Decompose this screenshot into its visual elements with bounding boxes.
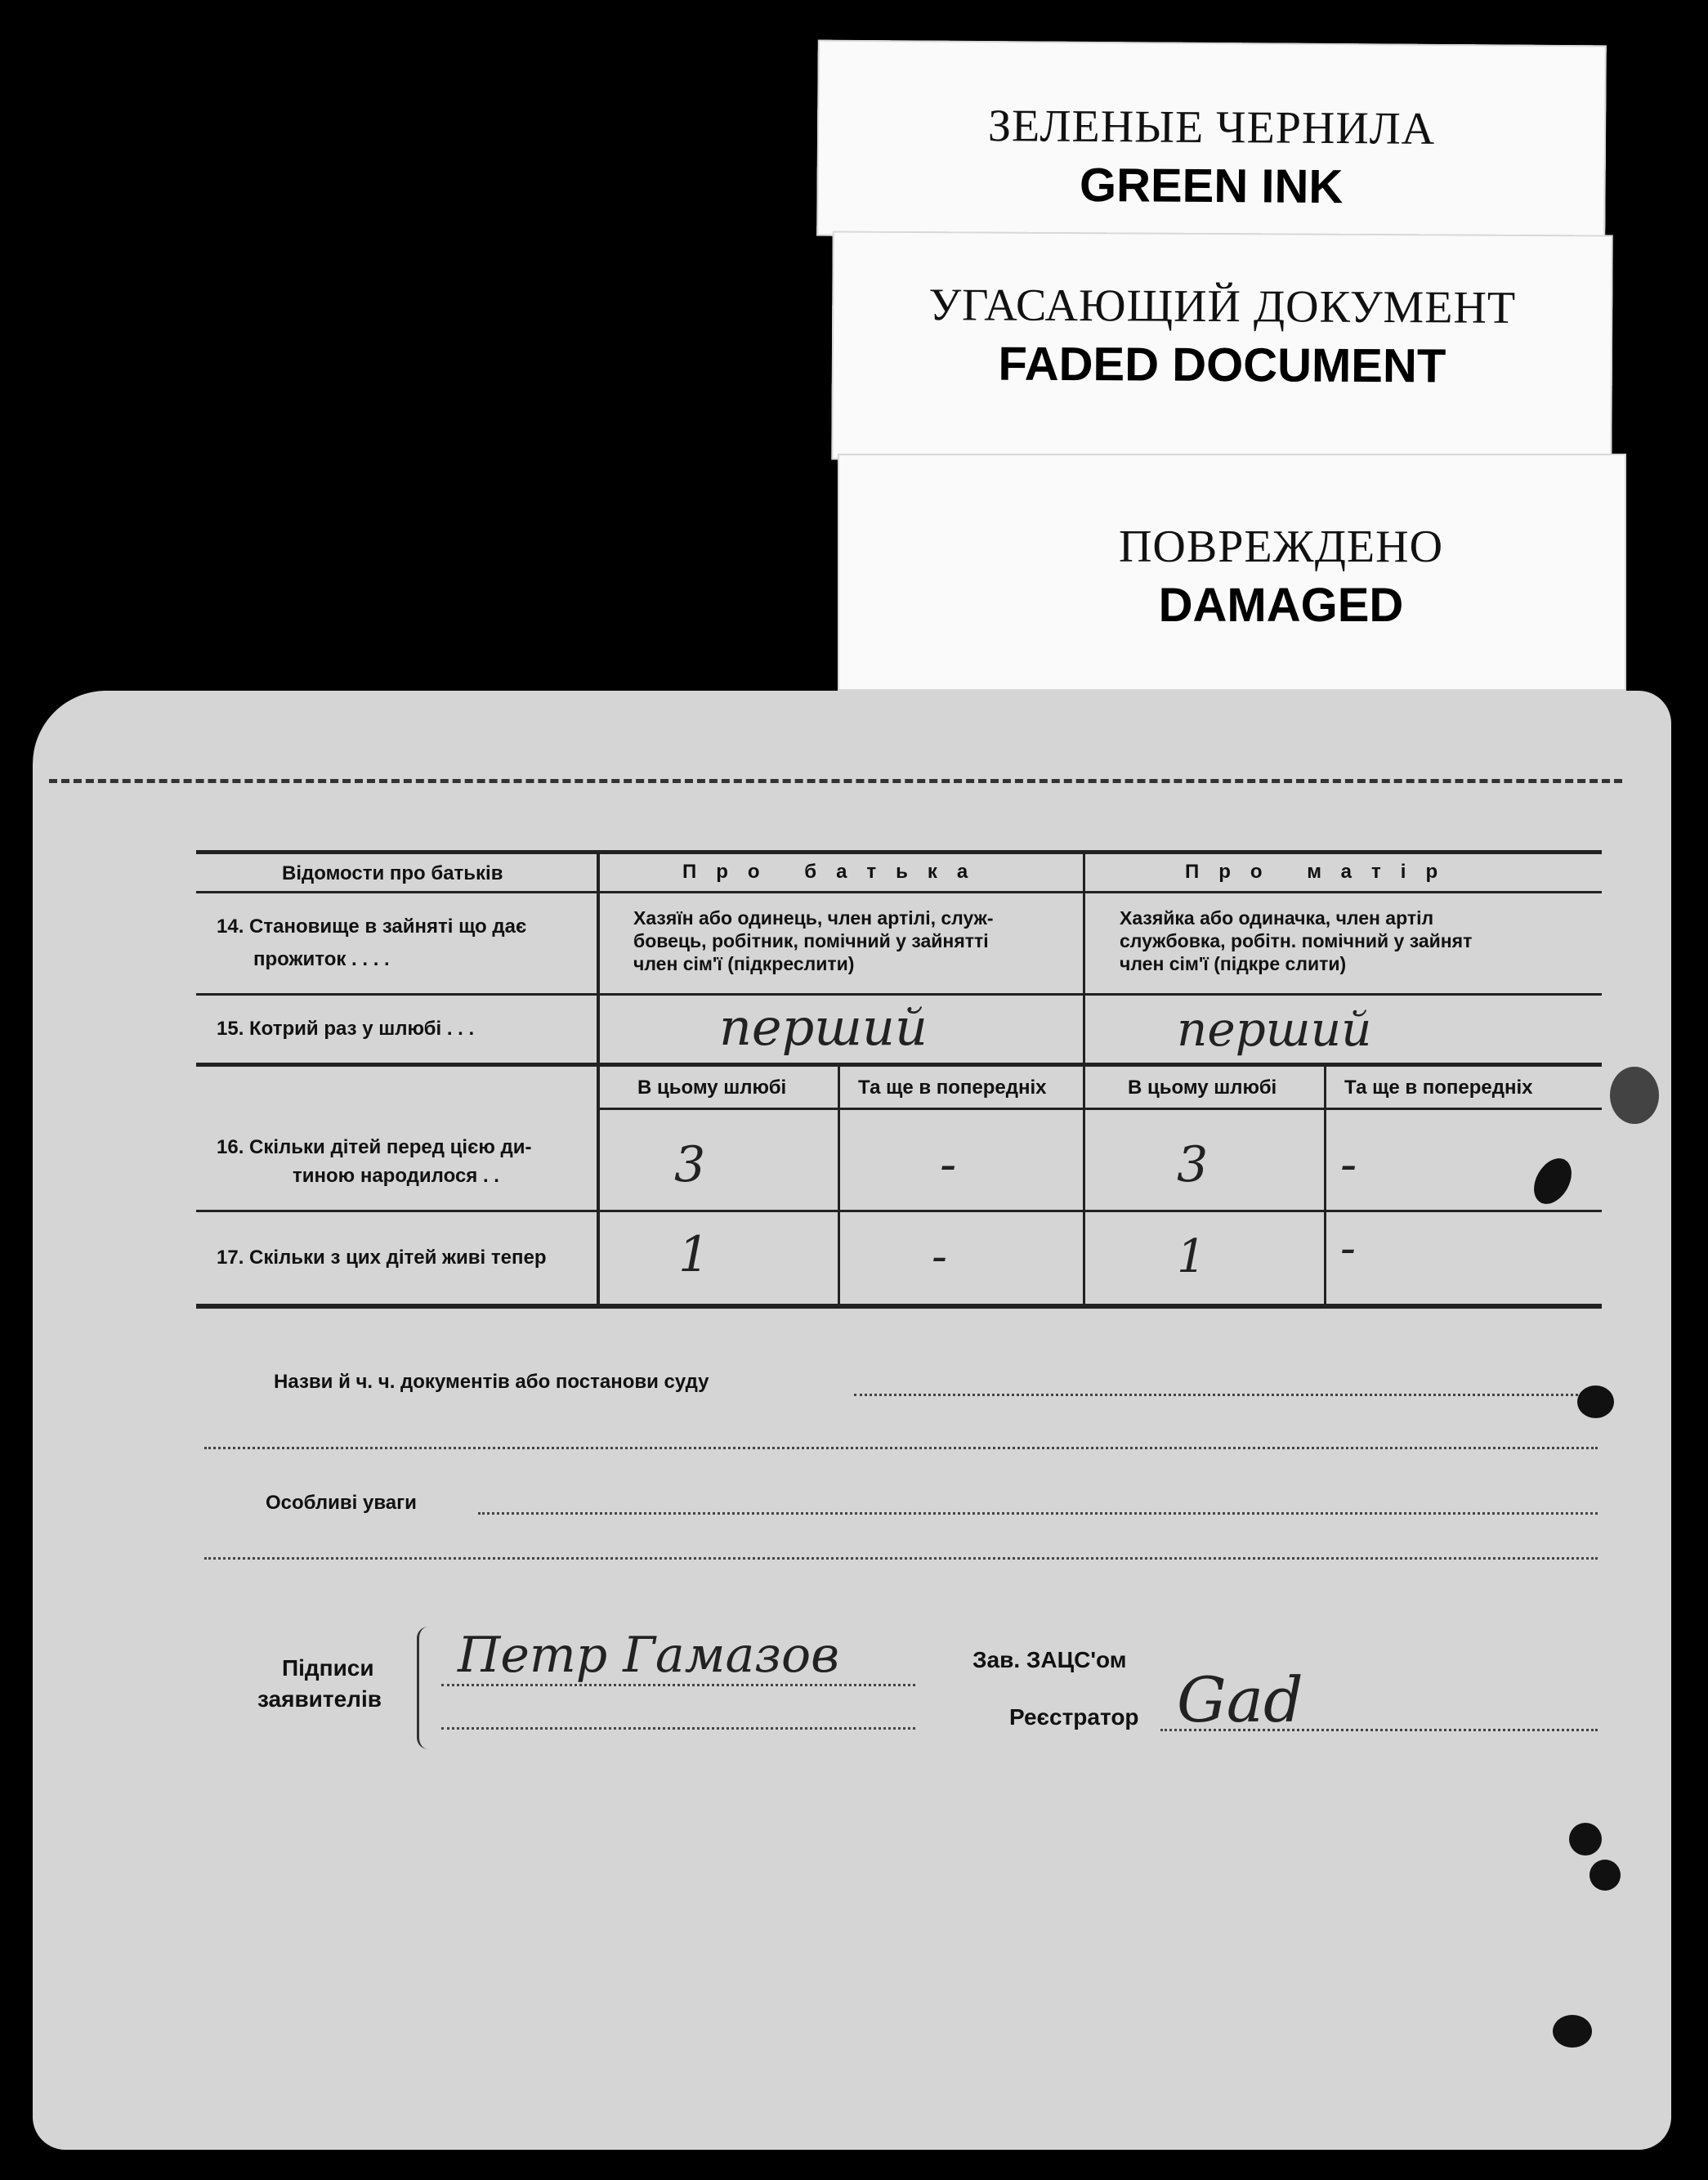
header-about-father: Про батька [682,861,988,883]
row15-father-value: перший [719,997,928,1057]
perforation-line [49,779,1622,783]
header-about-mother: Про матір [1185,861,1458,883]
row14-mother-line2: службовка, робітн. помічний у зайнят [1120,930,1473,951]
row17-label: 17. Скільки з цих дітей живі тепер [217,1247,547,1269]
notes-label: Особливі уваги [266,1492,417,1514]
documents-label: Назви й ч. ч. документів або постанови суду [274,1371,709,1393]
documents-dotted-line [854,1394,1598,1396]
row15-mother-value: перший [1177,1001,1372,1057]
subheader-mother-previous: Та ще в попередніх [1344,1077,1533,1099]
row14-mother-line3: член сім'ї (підкре слити) [1120,953,1347,974]
signature-line-2 [441,1727,915,1730]
row17-mother-this: 1 [1177,1230,1206,1283]
row16-mother-this: 3 [1177,1136,1209,1193]
col-divider-father-sub [838,1063,840,1308]
row16-father-prev: - [940,1136,957,1193]
row16-label-line1: 16. Скільки дітей перед цією ди- [217,1136,532,1158]
row16-father-this: 3 [674,1136,706,1193]
row16-divider [196,1210,1602,1212]
row16-mother-prev: - [1340,1136,1357,1193]
col-divider-1 [597,850,600,1308]
green-ink-ru: ЗЕЛЕНЫЕ ЧЕРНИЛА [987,101,1436,154]
row15-label: 15. Котрий раз у шлюбі . . . [217,1018,475,1040]
faded-document-label [831,231,1612,464]
row17-mother-prev: - [1340,1222,1356,1275]
damaged-ru: ПОВРЕЖДЕНО [1118,521,1444,572]
green-ink-en: GREEN INK [1079,158,1344,214]
signatures-brace [417,1627,431,1749]
damage-hole [1577,1385,1614,1418]
col-divider-mother-sub [1324,1063,1326,1308]
faded-document-en: FADED DOCUMENT [998,337,1446,393]
row14-father-line2: бовець, робітник, помічний у зайнятті [633,930,989,951]
row14-label-line1: 14. Становище в зайняті що дає [217,915,527,938]
subheader-father-previous: Та ще в попередніх [858,1077,1047,1099]
row14-mother-line1: Хазяйка або одиначка, член артіл [1120,907,1434,929]
damage-hole [1527,1152,1580,1211]
faded-document-ru: УГАСАЮЩИЙ ДОКУМЕНТ [928,280,1517,333]
header-divider [196,891,1602,893]
damage-hole [1553,2015,1592,2048]
registrar-label: Реєстратор [1009,1704,1139,1730]
ink-stain [1610,1067,1659,1124]
header-parents-info: Відомости про батьків [282,862,503,884]
applicant-signature: Петр Гамазов [458,1627,839,1684]
row14-father-line1: Хазяїн або одинець, член артілі, служ- [633,907,994,929]
signatures-label-line2: заявителів [257,1686,382,1712]
col-divider-2 [1083,850,1085,1308]
row17-father-prev: - [932,1230,947,1283]
form-sheet [33,691,1671,2150]
damage-hole [1569,1823,1602,1855]
table-bottom-border [196,1304,1602,1309]
head-of-registry-label: Зав. ЗАЦС'ом [972,1647,1127,1672]
signatures-label-line1: Підписи [282,1655,374,1681]
subheader-mother-this-marriage: В цьому шлюбі [1128,1077,1277,1099]
row14-father-line3: член сім'ї (підкреслити) [633,953,855,974]
subheader-divider [597,1108,1602,1110]
registrar-signature: Gad [1177,1663,1303,1736]
green-ink-label [816,40,1607,242]
damaged-label [838,454,1626,691]
row14-label-line2: прожиток . . . . [253,948,390,970]
damaged-en: DAMAGED [1158,579,1404,632]
damage-hole [1590,1860,1621,1891]
subheader-father-this-marriage: В цьому шлюбі [637,1077,787,1099]
row17-father-this: 1 [678,1226,710,1283]
notes-dotted-line-2 [204,1557,1598,1560]
signature-line-1 [441,1684,915,1686]
row14-divider [196,993,1602,996]
notes-dotted-line [478,1512,1598,1515]
row16-label-line2: тиною народилося . . [293,1165,499,1187]
documents-dotted-line-2 [204,1447,1598,1449]
table-top-border [196,850,1602,854]
row15-divider [196,1063,1602,1067]
